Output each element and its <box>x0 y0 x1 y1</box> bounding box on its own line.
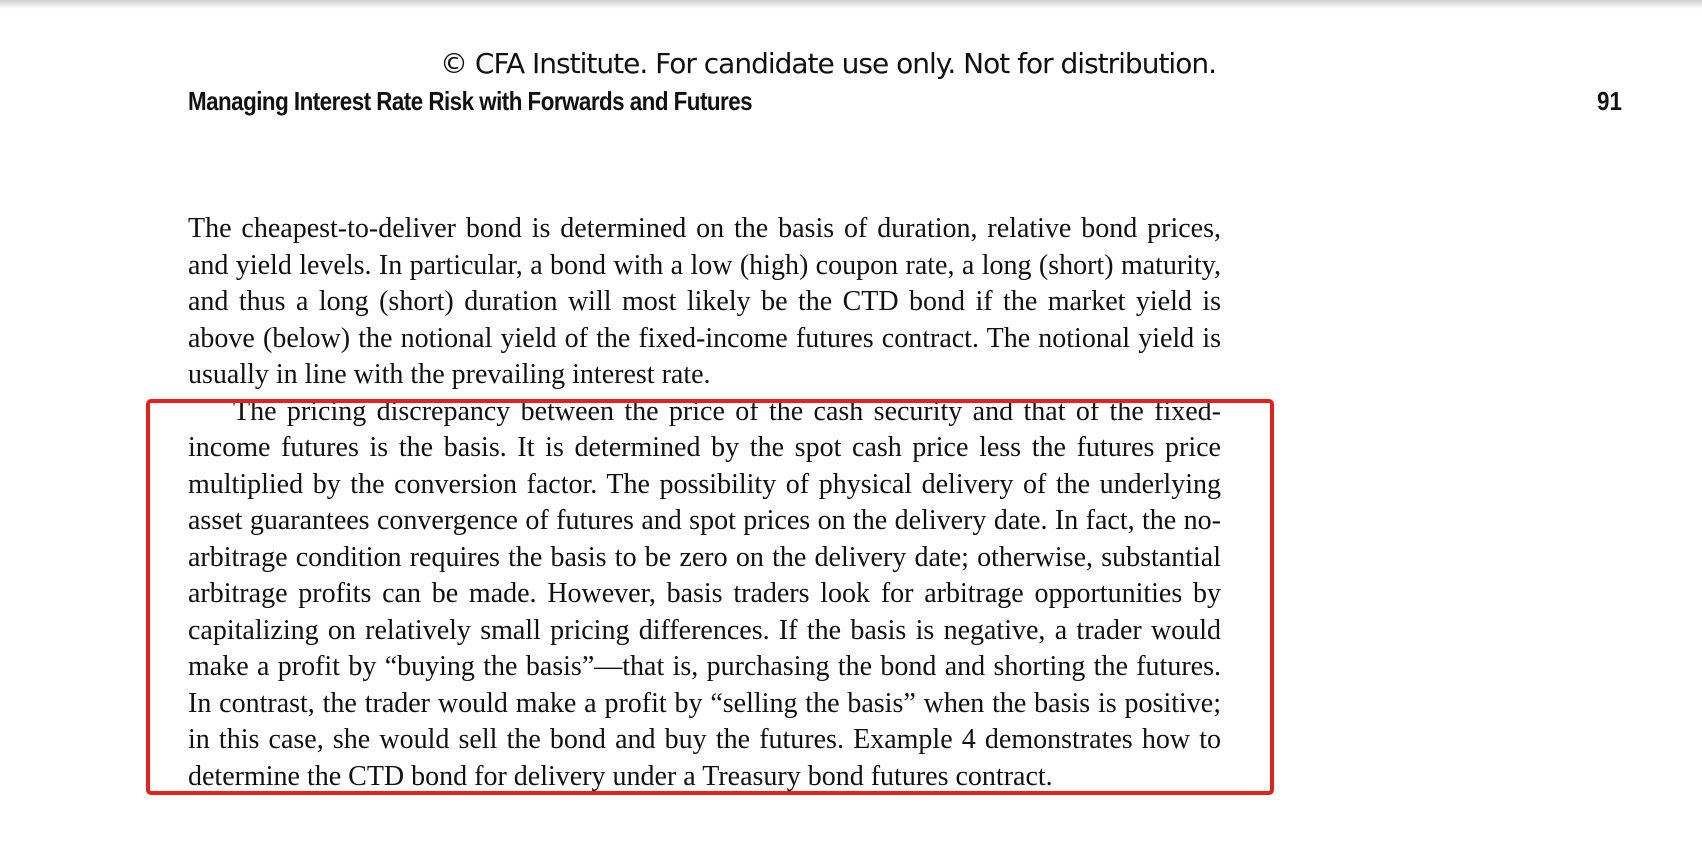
paragraph-ctd: The cheapest-to-deliver bond is determined on the basis of duration, relative bond prices, and yield levels. In particular, a bond with a low (high) coupon rate, a long (short) maturity, and thus a long (short) duration will most likely be the CTD bond if the market yield is above (below) the notional yield of the fixed-income futures contract. The notional yield is usually in line with the prevailing interest rate. <box>188 213 1221 390</box>
copyright-watermark: © CFA Institute. For candidate use only. Not for distribution. <box>440 47 1216 80</box>
paragraph-basis: The pricing discrepancy between the price of the cash security and that of the fixed-income futures is the basis. It is determined by the spot cash price less the futures price multiplied by the conversion factor. The possibility of physical delivery of the underlying asset guarantees convergence of futures and spot prices on the delivery date. In fact, the no-arbitrage condition requires the basis to be zero on the delivery date; otherwise, substantial arbitrage profits can be made. However, basis traders look for arbitrage opportunities by capitalizing on relatively small pricing differences. If the basis is negative, a trader would make a profit by “buying the basis”—that is, purchasing the bond and shorting the futures. In contrast, the trader would make a profit by “selling the basis” when the basis is positive; in this case, she would sell the bond and buy the futures. Example 4 demonstrates how to determine the CTD bond for delivery under a Treasury bond futures contract. <box>188 395 1221 792</box>
running-head: Managing Interest Rate Risk with Forwards and Futures <box>188 86 753 116</box>
viewer-top-edge <box>0 0 1702 9</box>
highlight-annotation-box <box>146 399 1274 795</box>
page-number: 91 <box>1597 86 1622 116</box>
